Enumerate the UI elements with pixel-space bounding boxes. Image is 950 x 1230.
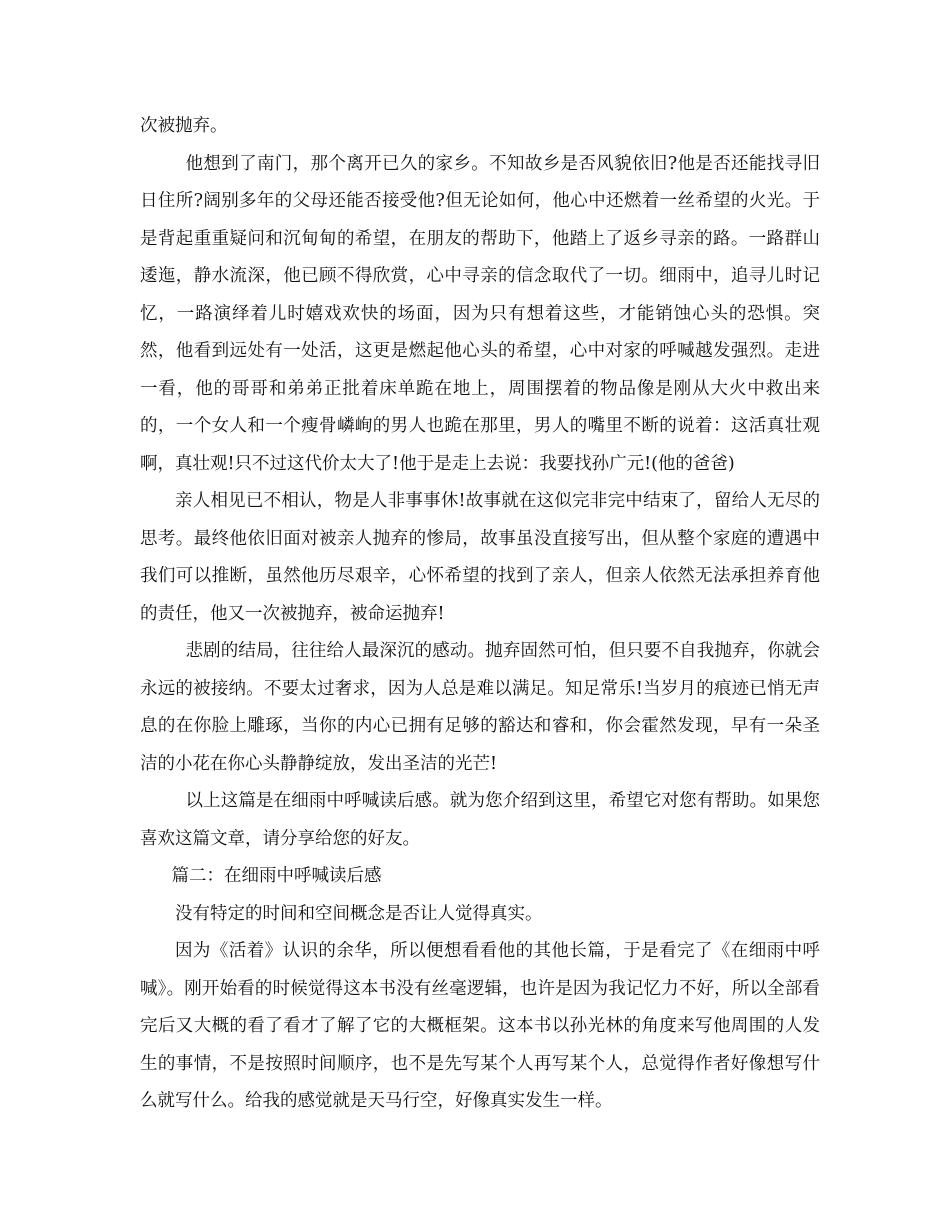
paragraph: 以上这篇是在细雨中呼喊读后感。就为您介绍到这里，希望它对您有帮助。如果您喜欢这篇文章，请分享给您的好友。 [140, 791, 820, 849]
document-body [140, 108, 820, 1121]
paragraph: 悲剧的结局，往往给人最深沉的感动。抛弃固然可怕，但只要不自我抛弃，你就会永远的被接纳。不要太过奢求，因为人总是难以满足。知足常乐!当岁月的痕迹已悄无声息的在你脸上雕琢，当你的内心已拥有足够的豁达和睿和，你会霍然发现，早有一朵圣洁的小花在你心头静静绽放，发出圣洁的光芒! [140, 641, 820, 774]
paragraph: 因为《活着》认识的余华，所以便想看看他的其他长篇，于是看完了《在细雨中呼喊》。刚开始看的时候觉得这本书没有丝毫逻辑，也许是因为我记忆力不好，所以全部看完后又大概的看了看才了解了它的大概框架。这本书以孙光林的角度来写他周围的人发生的事情，不是按照时间顺序，也不是先写某个人再写某个人，总觉得作者好像想写什么就写什么。给我的感觉就是天马行空，好像真实发生一样。 [140, 941, 820, 1111]
section-heading: 篇二：在细雨中呼喊读后感 [171, 866, 382, 886]
paragraph: 他想到了南门，那个离开已久的家乡。不知故乡是否风貌依旧?他是否还能找寻旧日住所?阔别多年的父母还能否接受他?但无论如何，他心中还燃着一丝希望的火光。于是背起重重疑问和沉甸甸的希望，在朋友的帮助下，他踏上了返乡寻亲的路。一路群山逶迤，静水流深，他已顾不得欣赏，心中寻亲的信念取代了一切。细雨中，追寻儿时记忆，一路演绎着儿时嬉戏欢快的场面，因为只有想着这些，才能销蚀心头的恐惧。突然，他看到远处有一处活，这更是燃起他心头的希望，心中对家的呼喊越发强烈。走进一看，他的哥哥和弟弟正批着床单跪在地上，周围摆着的物品像是刚从大火中救出来的，一个女人和一个瘦骨嶙峋的男人也跪在那里，男人的嘴里不断的说着：这活真壮观啊，真壮观!只不过这代价太大了!他于是走上去说：我要找孙广元!(他的爸爸) [140, 153, 820, 474]
paragraph-continuation: 次被抛弃。 [140, 116, 228, 136]
paragraph: 亲人相见已不相认，物是人非事事休!故事就在这似完非完中结束了，留给人无尽的思考。最终他依旧面对被亲人抛弃的惨局，故事虽没直接写出，但从整个家庭的遭遇中我们可以推断，虽然他历尽艰辛，心怀希望的找到了亲人，但亲人依然无法承担养育他的责任，他又一次被抛弃，被命运抛弃! [140, 491, 820, 624]
paragraph: 没有特定的时间和空间概念是否让人觉得真实。 [175, 903, 543, 924]
